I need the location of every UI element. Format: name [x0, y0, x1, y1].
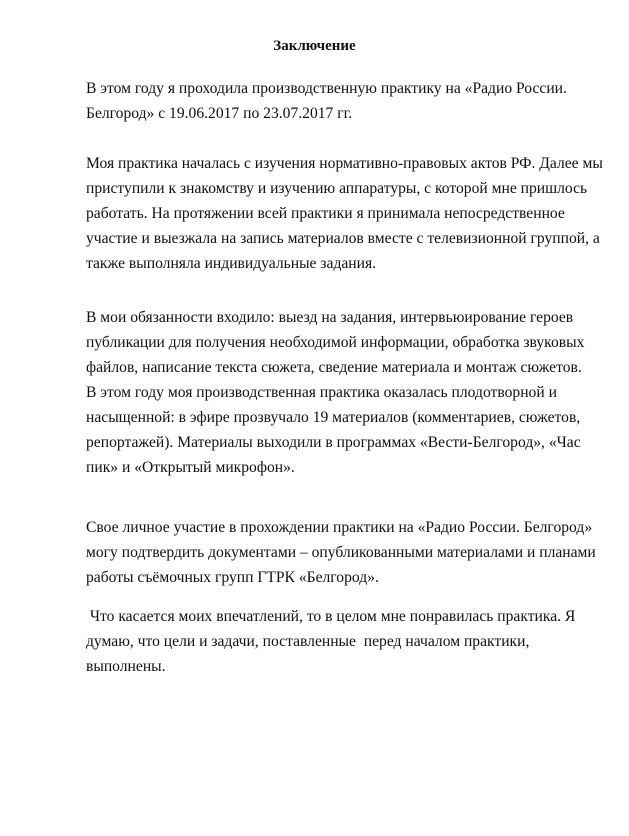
paragraph-line: работы съёмочных групп ГТРК «Белгород». [86, 569, 379, 586]
paragraph-line: насыщенной: в эфире прозвучало 19 материалов (комментариев, сюжетов, [86, 409, 581, 426]
paragraph-duties [86, 305, 606, 480]
paragraph-line: Свое личное участие в прохождении практики на «Радио России. Белгород» [86, 519, 593, 536]
paragraph-line: В этом году я проходила производственную практику на «Радио России. [86, 80, 567, 97]
paragraph-line: участие и выезжала на запись материалов вместе с телевизионной группой, а [86, 230, 600, 247]
paragraph-line: думаю, что цели и задачи, поставленные перед началом практики, [86, 633, 530, 650]
paragraph-line: также выполняла индивидуальные задания. [86, 255, 377, 272]
paragraph-line: В этом году моя производственная практика оказалась плодотворной и [86, 384, 557, 401]
paragraph-line: выполнены. [86, 658, 166, 675]
paragraph-impressions [86, 604, 606, 679]
paragraph-internship-period [86, 76, 606, 126]
paragraph-line: файлов, написание текста сюжета, сведение материала и монтаж сюжетов. [86, 359, 582, 376]
paragraph-line: репортажей). Материалы выходили в программах «Вести-Белгород», «Час [86, 434, 581, 451]
paragraph-line: работать. На протяжении всей практики я принимала непосредственное [86, 205, 565, 222]
paragraph-line: В мои обязанности входило: выезд на задания, интервьюирование героев [86, 309, 574, 326]
document-title: Заключение [273, 38, 356, 54]
paragraph-practice-start [86, 151, 606, 276]
paragraph-line: пик» и «Открытый микрофон». [86, 459, 295, 476]
paragraph-line: могу подтвердить документами – опубликованными материалами и планами [86, 544, 596, 561]
paragraph-line: приступили к знакомству и изучению аппаратуры, с которой мне пришлось [86, 180, 588, 197]
paragraph-line: Моя практика началась с изучения нормативно-правовых актов РФ. Далее мы [86, 155, 603, 172]
paragraph-line: публикации для получения необходимой информации, обработка звуковых [86, 334, 585, 351]
paragraph-personal-participation [86, 515, 606, 590]
paragraph-line: Что касается моих впечатлений, то в целом мне понравилась практика. Я [86, 608, 576, 625]
paragraph-line: Белгород» с 19.06.2017 по 23.07.2017 гг. [86, 105, 353, 122]
